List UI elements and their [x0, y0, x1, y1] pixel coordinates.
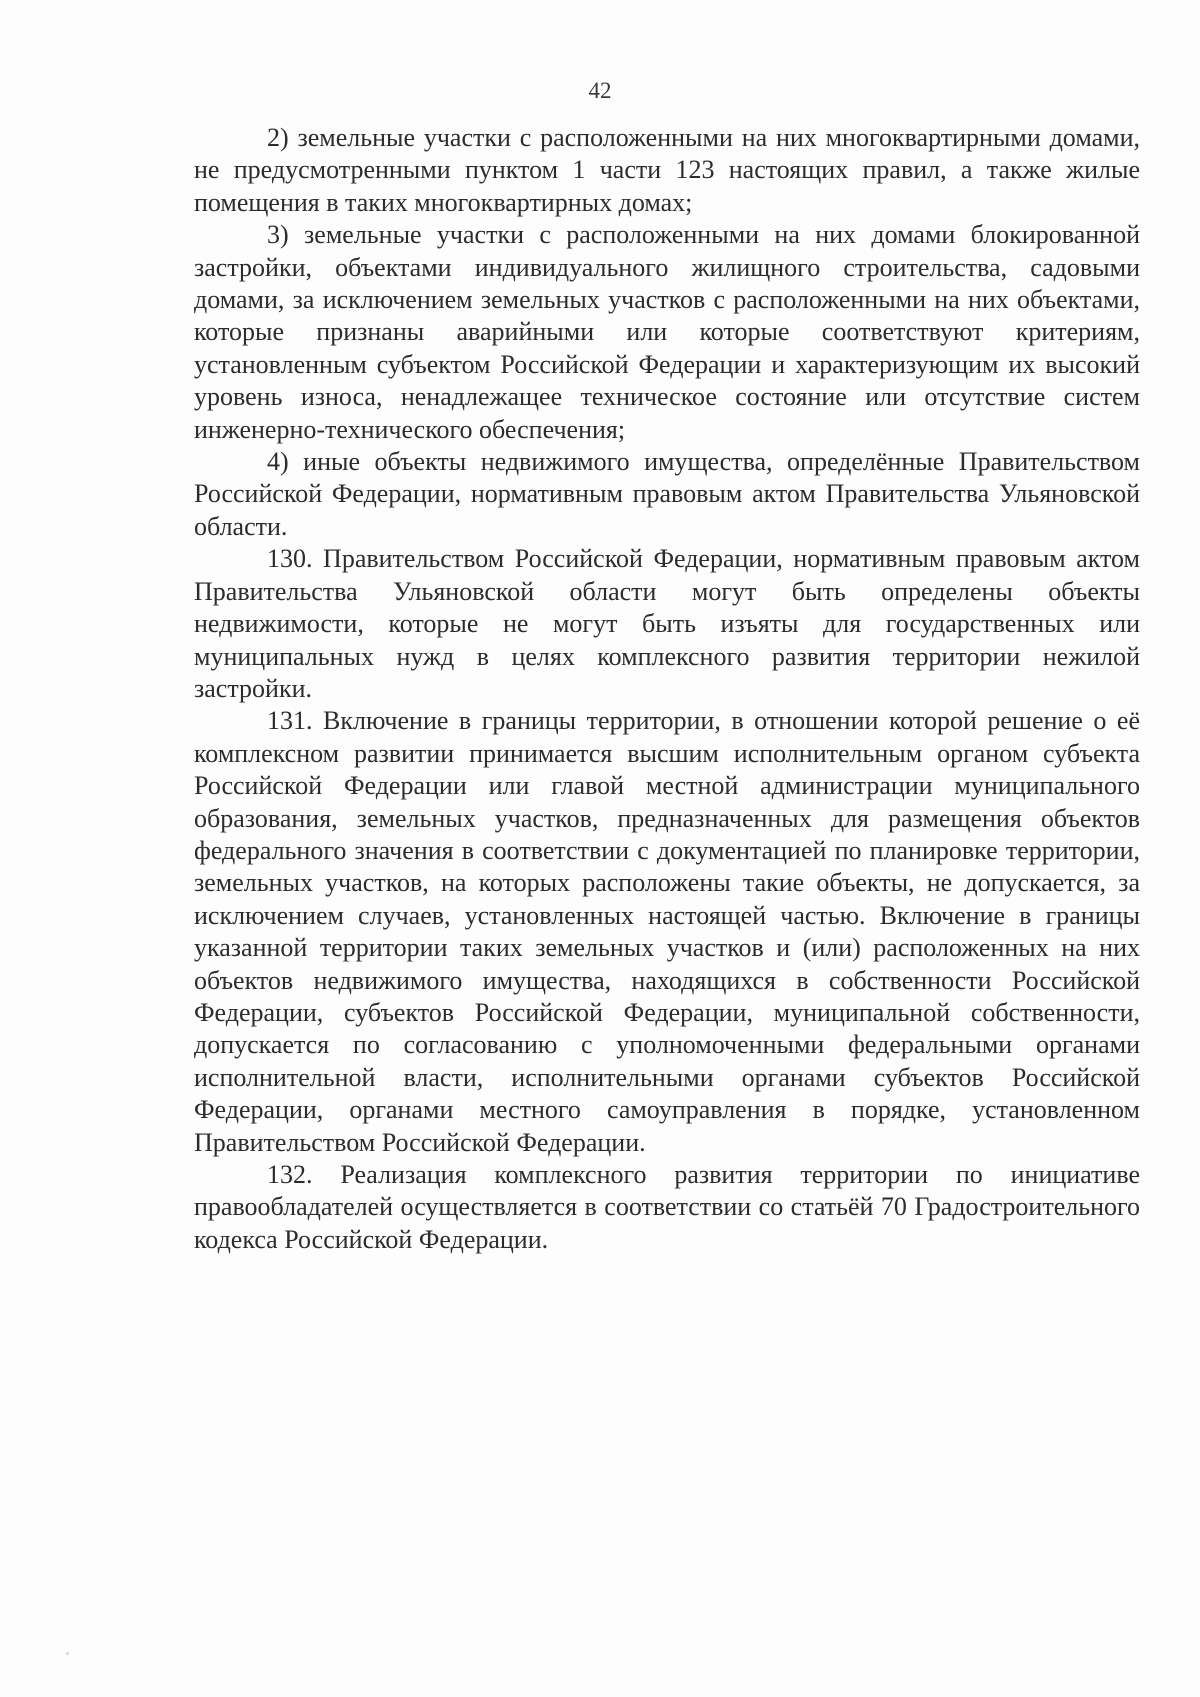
paragraph-item-2: 2) земельные участки с расположенными на них многоквартирными домами, не предусмотренными пунктом 1 части 123 настоящих правил, а также жилые помещения в таких многоквартирных домах;	[194, 123, 1140, 217]
page-number: 42	[588, 78, 612, 103]
paragraph-clause-132: 132. Реализация комплексного развития территории по инициативе правообладателей осуществляется в соответствии со статьёй 70 Градостроительного кодекса Российской Федерации.	[194, 1160, 1140, 1254]
document-body	[194, 122, 1140, 1256]
paragraph-clause-131: 131. Включение в границы территории, в отношении которой решение о её комплексном развитии принимается высшим исполнительным органом субъекта Российской Федерации или главой местной администрации муниципального образования, земельных участков, предназначенных для размещения объектов федерального значения в соответствии с документацией по планировке территории, земельных участков, на которых расположены такие объекты, не допускается, за исключением случаев, установленных настоящей частью. Включение в границы указанной территории таких земельных участков и (или) расположенных на них объектов недвижимого имущества, находящихся в собственности Российской Федерации, субъектов Российской Федерации, муниципальной собственности, допускается по согласованию с уполномоченными федеральными органами исполнительной власти, исполнительными органами субъектов Российской Федерации, органами местного самоуправления в порядке, установленном Правительством Российской Федерации.	[194, 706, 1140, 1157]
paragraph-clause-130: 130. Правительством Российской Федерации, нормативным правовым актом Правительства Ульяновской области могут быть определены объекты недвижимости, которые не могут быть изъяты для государственных или муниципальных нужд в целях комплексного развития территории нежилой застройки.	[194, 544, 1140, 703]
scan-speck	[66, 1652, 69, 1655]
paragraph-item-4: 4) иные объекты недвижимого имущества, определённые Правительством Российской Федерации, нормативным правовым актом Правительства Ульяновской области.	[194, 447, 1140, 541]
paragraph-item-3: 3) земельные участки с расположенными на них домами блокированной застройки, объектами индивидуального жилищного строительства, садовыми домами, за исключением земельных участков с расположенными на них объектами, которые признаны аварийными или которые соответствуют критериям, установленным субъектом Российской Федерации и характеризующим их высокий уровень износа, ненадлежащее техническое состояние или отсутствие систем инженерно-технического обеспечения;	[194, 220, 1140, 444]
